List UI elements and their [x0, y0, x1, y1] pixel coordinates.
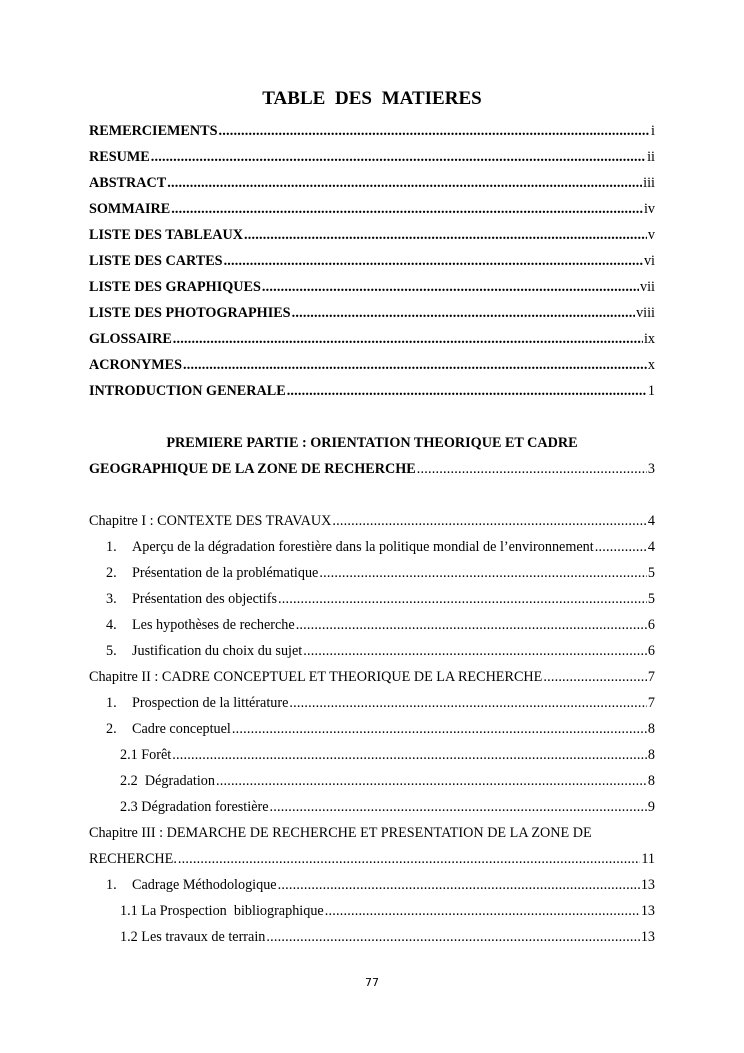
toc-entry: [89, 355, 655, 375]
subsection-entry: [120, 771, 655, 791]
toc-entry-label: LISTE DES PHOTOGRAPHIES: [89, 305, 291, 321]
subsection-entry: [120, 927, 655, 947]
chapter-entry: [89, 511, 655, 531]
toc-entry-page: 13: [640, 903, 655, 919]
section-entry: [106, 615, 655, 635]
toc-entry-page: vi: [643, 253, 655, 269]
toc-entry-page: 11: [641, 851, 655, 867]
toc-entry-label: INTRODUCTION GENERALE: [89, 383, 286, 399]
toc-entry-label: RESUME: [89, 149, 150, 165]
toc-entry-label: Les hypothèses de recherche: [132, 617, 295, 633]
toc-entry-label: Cadre conceptuel: [132, 721, 231, 737]
toc-entry-label: 1.1 La Prospection bibliographique: [120, 903, 324, 919]
toc-entry: [89, 329, 655, 349]
toc-entry: [89, 303, 655, 323]
toc-entry: [89, 147, 655, 167]
toc-entry-label: Présentation des objectifs: [132, 591, 277, 607]
chapter-entry: [89, 849, 655, 869]
toc-entry-page: ii: [647, 149, 655, 165]
toc-entry-page: 8: [647, 721, 655, 737]
toc-entry-label: 2.1 Forêt: [120, 747, 172, 763]
toc-entry-label: LISTE DES CARTES: [89, 253, 223, 269]
toc-entry-page: v: [647, 227, 655, 243]
toc-entry-page: 4: [647, 539, 655, 555]
toc-entry-label: Cadrage Méthodologique: [132, 877, 277, 893]
chapter-heading-line: Chapitre III : DEMARCHE DE RECHERCHE ET PRESENTATION DE LA ZONE DE: [89, 825, 592, 841]
toc-entry-page: iv: [643, 201, 655, 217]
section-entry: [106, 693, 655, 713]
toc-entry-page: 9: [647, 799, 655, 815]
section-entry: [106, 563, 655, 583]
toc-entry-label: Prospection de la littérature: [132, 695, 289, 711]
toc-entry-page: vii: [640, 279, 655, 295]
toc-entry: [89, 199, 655, 219]
toc-entry-page: 7: [647, 669, 655, 685]
toc-entry-page: i: [651, 123, 655, 139]
toc-entry-page: 8: [647, 773, 655, 789]
toc-entry-label: LISTE DES TABLEAUX: [89, 227, 244, 243]
toc-entry-label: Aperçu de la dégradation forestière dans la politique mondial de l’environnement: [132, 539, 594, 555]
toc-entry-label: GEOGRAPHIQUE DE LA ZONE DE RECHERCHE: [89, 461, 416, 477]
subsection-entry: [120, 745, 655, 765]
toc-entry-page: 13: [640, 929, 655, 945]
subsection-entry: [120, 901, 655, 921]
toc-entry-label: SOMMAIRE: [89, 201, 171, 217]
section-number: 2.: [106, 721, 117, 737]
toc-entry: [89, 173, 655, 193]
section-entry: [106, 875, 655, 895]
section-entry: [106, 537, 655, 557]
toc-entry-page: viii: [636, 305, 655, 321]
section-entry: [106, 719, 655, 739]
toc-entry-page: 5: [647, 565, 655, 581]
section-number: 1.: [106, 539, 117, 555]
section-number: 5.: [106, 643, 117, 659]
part-heading-entry: [89, 459, 655, 479]
toc-entry-page: 13: [640, 877, 655, 893]
section-entry: [106, 589, 655, 609]
toc-entry-label: Chapitre II : CADRE CONCEPTUEL ET THEORIQUE DE LA RECHERCHE: [89, 669, 543, 685]
toc-entry-page: 5: [647, 591, 655, 607]
subsection-entry: [120, 797, 655, 817]
toc-entry: [89, 225, 655, 245]
toc-entry: [89, 277, 655, 297]
toc-entry: [89, 381, 655, 401]
toc-entry-label: Présentation de la problématique: [132, 565, 319, 581]
toc-entry-page: iii: [643, 175, 655, 191]
toc-entry-page: 6: [647, 643, 655, 659]
page-number: 77: [365, 976, 379, 989]
toc-entry-page: 7: [647, 695, 655, 711]
chapter-entry: [89, 667, 655, 687]
toc-entry: [89, 121, 655, 141]
toc-entry: [89, 251, 655, 271]
toc-entry-label: GLOSSAIRE: [89, 331, 172, 347]
section-number: 2.: [106, 565, 117, 581]
toc-entry-label: LISTE DES GRAPHIQUES: [89, 279, 261, 295]
section-number: 4.: [106, 617, 117, 633]
toc-entry-page: 6: [647, 617, 655, 633]
toc-entry-label: Justification du choix du sujet: [132, 643, 303, 659]
toc-entry-label: 1.2 Les travaux de terrain: [120, 929, 266, 945]
toc-entry-label: ACRONYMES: [89, 357, 183, 373]
part-heading: PREMIERE PARTIE : ORIENTATION THEORIQUE ET CADRE: [166, 435, 578, 451]
toc-title: TABLE DES MATIERES: [262, 88, 482, 109]
section-entry: [106, 641, 655, 661]
toc-entry-label: ABSTRACT: [89, 175, 167, 191]
section-number: 3.: [106, 591, 117, 607]
toc-entry-label: 2.3 Dégradation forestière: [120, 799, 269, 815]
toc-entry-label: REMERCIEMENTS: [89, 123, 218, 139]
toc-entry-page: 1: [647, 383, 655, 399]
toc-entry-page: 8: [647, 747, 655, 763]
section-number: 1.: [106, 695, 117, 711]
section-number: 1.: [106, 877, 117, 893]
toc-entry-page: 3: [647, 461, 655, 477]
toc-entry-page: 4: [647, 513, 655, 529]
toc-entry-page: ix: [643, 331, 655, 347]
toc-entry-label: Chapitre I : CONTEXTE DES TRAVAUX: [89, 513, 332, 529]
toc-entry-label: 2.2 Dégradation: [120, 773, 215, 789]
toc-entry-page: x: [647, 357, 655, 373]
toc-entry-label: RECHERCHE.: [89, 851, 177, 867]
